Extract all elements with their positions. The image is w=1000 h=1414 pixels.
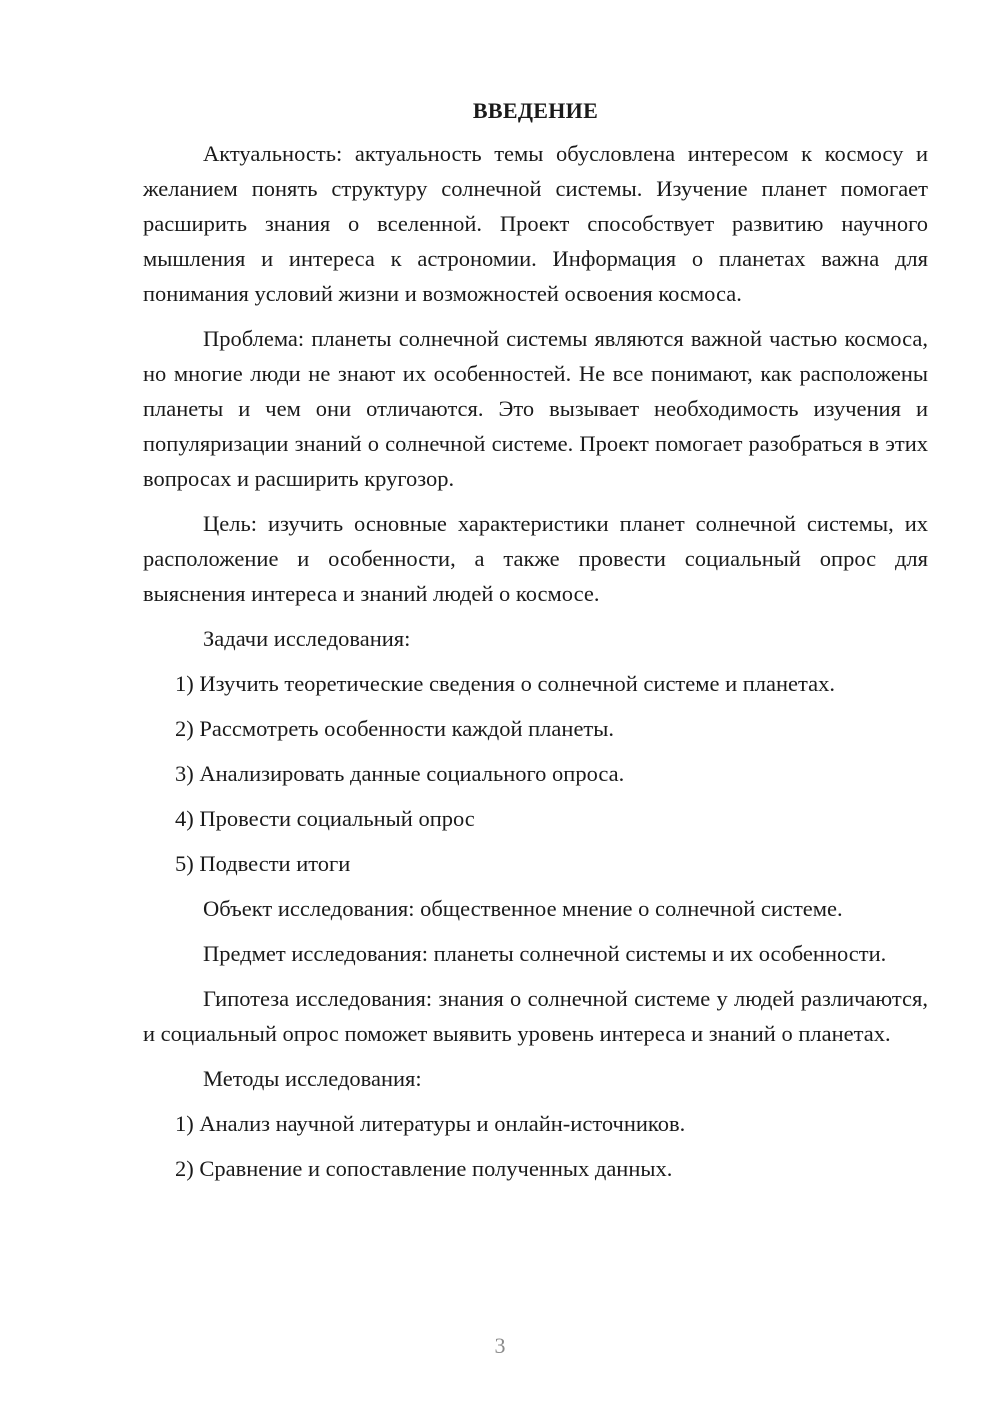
page-number: 3 bbox=[494, 1333, 506, 1358]
list-item: 2) Рассмотреть особенности каждой планеты. bbox=[175, 716, 615, 741]
list-item: 3) Анализировать данные социального опроса. bbox=[175, 761, 625, 786]
list-item: 4) Провести социальный опрос bbox=[175, 806, 475, 831]
document-page bbox=[143, 92, 928, 1196]
hypothesis-paragraph: Гипотеза исследования: знания о солнечной системе у людей различаются, и социальный опрос поможет выявить уровень интереса и знаний о планетах. bbox=[143, 986, 928, 1046]
list-item: 1) Изучить теоретические сведения о солнечной системе и планетах. bbox=[175, 671, 836, 696]
relevance-paragraph: Актуальность: актуальность темы обусловлена интересом к космосу и желанием понять структуру солнечной системы. Изучение планет помогает расширить знания о вселенной. Проект способствует развитию научного мышления и интереса к астрономии. Информация о планетах важна для понимания условий жизни и возможностей освоения космоса. bbox=[143, 141, 928, 306]
tasks-label: Задачи исследования: bbox=[203, 626, 411, 651]
methods-label: Методы исследования: bbox=[203, 1066, 422, 1091]
list-item: 5) Подвести итоги bbox=[175, 851, 351, 876]
list-item: 1) Анализ научной литературы и онлайн-источников. bbox=[175, 1111, 686, 1136]
list-item: 2) Сравнение и сопоставление полученных данных. bbox=[175, 1156, 673, 1181]
goal-paragraph: Цель: изучить основные характеристики планет солнечной системы, их расположение и особенности, а также провести социальный опрос для выяснения интереса и знаний людей о космосе. bbox=[143, 511, 928, 606]
object-paragraph: Объект исследования: общественное мнение о солнечной системе. bbox=[203, 896, 843, 921]
subject-paragraph: Предмет исследования: планеты солнечной системы и их особенности. bbox=[203, 941, 887, 966]
section-heading: ВВЕДЕНИЕ bbox=[472, 98, 599, 123]
problem-paragraph: Проблема: планеты солнечной системы являются важной частью космоса, но многие люди не знают их особенностей. Не все понимают, как расположены планеты и чем они отличаются. Это вызывает необходимость изучения и популяризации знаний о солнечной системе. Проект помогает разобраться в этих вопросах и расширить кругозор. bbox=[143, 326, 928, 491]
